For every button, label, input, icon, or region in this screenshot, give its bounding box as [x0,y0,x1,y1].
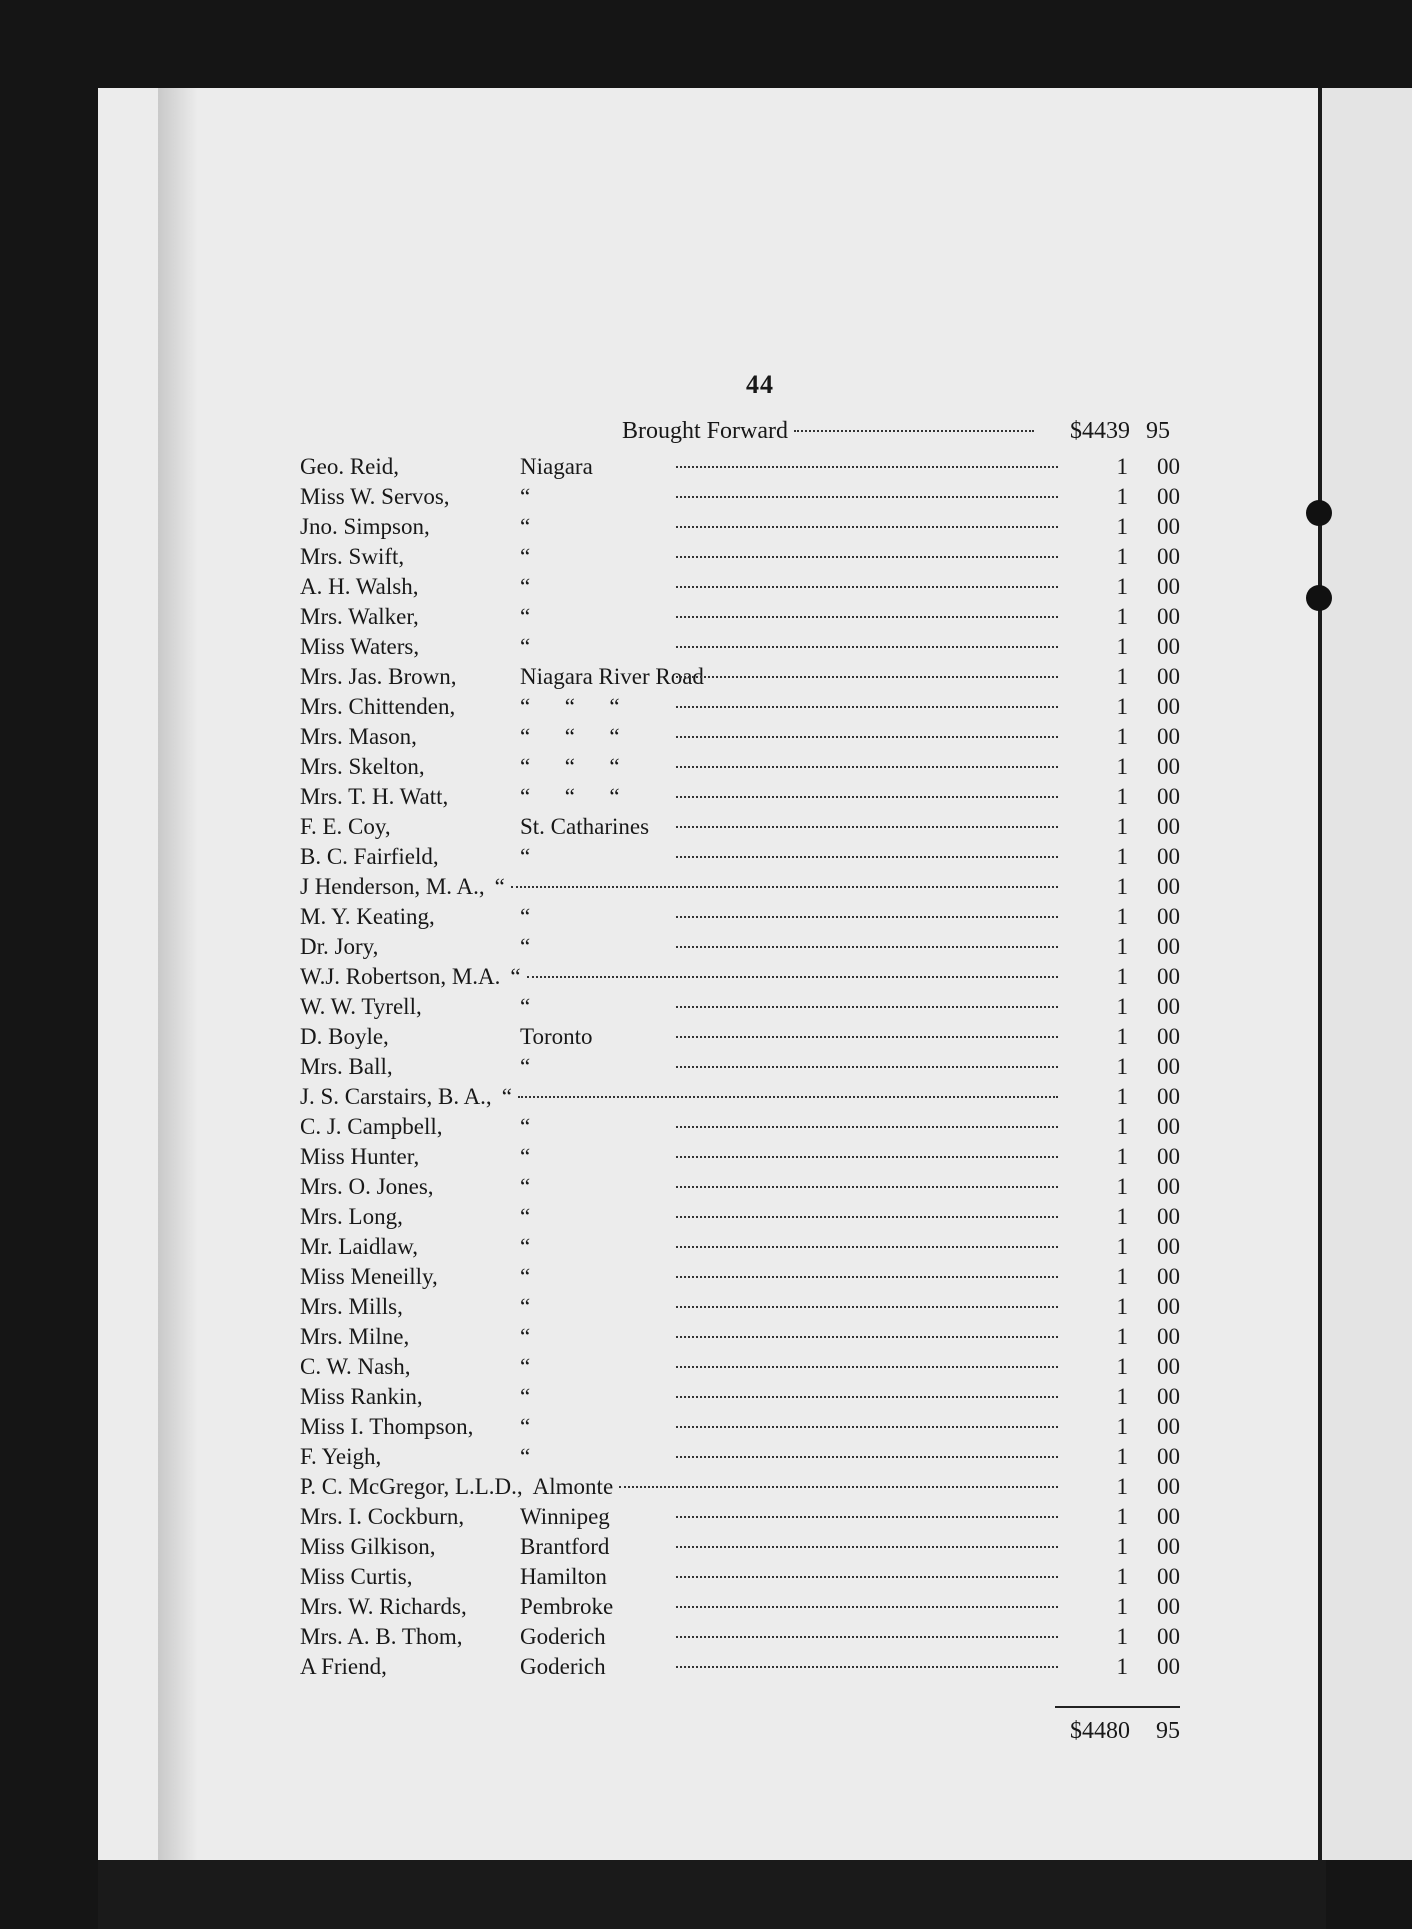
amount-dollars: 1 [1116,1114,1128,1139]
amount-dollars: 1 [1116,1534,1128,1559]
amount-dollars: 1 [1116,664,1128,689]
amount-cents: 00 [1157,604,1180,629]
donor-name: Mrs. W. Richards, [300,1594,467,1619]
amount-dollars: 1 [1116,1504,1128,1529]
amount-cents: 00 [1157,1204,1180,1229]
dot-leader [676,1306,1058,1308]
brought-forward-label: Brought Forward [622,418,788,444]
donor-place: “ [520,1234,531,1259]
amount-cents: 00 [1157,1114,1180,1139]
list-item [300,604,1180,634]
list-item [300,1174,1180,1204]
list-item [300,754,1180,784]
donor-place: “ [520,1264,531,1289]
list-item [300,544,1180,574]
amount-dollars: 1 [1116,904,1128,929]
amount-dollars: 1 [1116,604,1128,629]
dot-leader [676,1006,1058,1008]
dot-leader [676,1276,1058,1278]
list-item [300,1444,1180,1474]
total-cents: 95 [1156,1718,1180,1744]
list-item [300,1474,1180,1504]
donor-place: Winnipeg [520,1504,610,1529]
list-item [300,814,1180,844]
donor-place: “ [520,1114,531,1139]
amount-cents: 00 [1157,1474,1180,1499]
list-item [300,1624,1180,1654]
amount-dollars: 1 [1116,1354,1128,1379]
donor-place: “ “ “ [520,784,620,809]
list-item [300,664,1180,694]
donor-place: “ [520,1144,531,1169]
list-item [300,1294,1180,1324]
list-item [300,1414,1180,1444]
dot-leader [676,1546,1058,1548]
list-item [300,1114,1180,1144]
amount-cents: 00 [1157,1594,1180,1619]
list-item [300,874,1180,904]
list-item [300,634,1180,664]
donor-name: Miss W. Servos, [300,484,450,509]
dot-leader [676,1126,1058,1128]
donor-place: “ [520,514,531,539]
donor-place: “ “ “ [520,694,620,719]
donor-name: Mr. Laidlaw, [300,1234,418,1259]
dot-leader [676,1636,1058,1638]
amount-dollars: 1 [1116,1294,1128,1319]
donor-name: Mrs. A. B. Thom, [300,1624,463,1649]
donor-name: M. Y. Keating, [300,904,435,929]
list-item [300,574,1180,604]
amount-cents: 00 [1157,1144,1180,1169]
dot-leader [676,1516,1058,1518]
amount-cents: 00 [1157,964,1180,989]
amount-cents: 00 [1157,1414,1180,1439]
amount-cents: 00 [1157,1234,1180,1259]
gutter-shadow [158,88,198,1860]
donor-name: Mrs. Chittenden, [300,694,456,719]
donor-name: Miss Meneilly, [300,1264,438,1289]
dot-leader [676,1396,1058,1398]
amount-dollars: 1 [1116,1414,1128,1439]
list-item [300,1324,1180,1354]
binding-clasp-icon [1306,585,1332,611]
donor-name: Mrs. Milne, [300,1324,410,1349]
amount-cents: 00 [1157,1024,1180,1049]
donor-name: F. E. Coy, [300,814,391,839]
amount-dollars: 1 [1116,1084,1128,1109]
donor-name: F. Yeigh, [300,1444,382,1469]
list-item [300,1354,1180,1384]
donor-place: Niagara River Road [520,664,704,689]
donor-name: Mrs. Mills, [300,1294,403,1319]
donor-place: “ [510,964,521,989]
amount-dollars: 1 [1116,1174,1128,1199]
dot-leader [676,586,1058,588]
donor-name: W. W. Tyrell, [300,994,422,1019]
amount-dollars: 1 [1116,724,1128,749]
dot-leader [676,1576,1058,1578]
list-item [300,1204,1180,1234]
donor-place: “ [520,1324,531,1349]
donor-place: “ [494,874,505,899]
amount-dollars: 1 [1116,1054,1128,1079]
dot-leader [676,1426,1058,1428]
donor-name: Mrs. Mason, [300,724,417,749]
dot-leader [676,1216,1058,1218]
list-item [300,1564,1180,1594]
dot-leader [676,1606,1058,1608]
dot-leader [676,826,1058,828]
amount-cents: 00 [1157,514,1180,539]
amount-cents: 00 [1157,1084,1180,1109]
amount-cents: 00 [1157,1324,1180,1349]
dot-leader [676,496,1058,498]
list-item [300,724,1180,754]
list-item [300,1654,1180,1684]
amount-dollars: 1 [1116,484,1128,509]
donor-name: B. C. Fairfield, [300,844,439,869]
amount-cents: 00 [1157,1444,1180,1469]
amount-cents: 00 [1157,994,1180,1019]
dot-leader [619,1486,1058,1488]
list-item [300,1504,1180,1534]
amount-dollars: 1 [1116,1144,1128,1169]
list-item [300,904,1180,934]
total-row [1000,1718,1180,1745]
amount-cents: 00 [1157,1174,1180,1199]
donor-name: Miss I. Thompson, [300,1414,474,1439]
donor-name: D. Boyle, [300,1024,389,1049]
donor-place: “ [520,1354,531,1379]
amount-dollars: 1 [1116,1324,1128,1349]
donor-name: Jno. Simpson, [300,514,430,539]
amount-cents: 00 [1157,1534,1180,1559]
dot-leader [676,1156,1058,1158]
amount-dollars: 1 [1116,814,1128,839]
dot-leader [676,676,1058,678]
dot-leader [676,1666,1058,1668]
dot-leader [676,1246,1058,1248]
donor-place: Niagara [520,454,593,479]
total-dollars: $4480 [1070,1718,1130,1744]
amount-cents: 00 [1157,544,1180,569]
amount-cents: 00 [1157,454,1180,479]
list-item [300,994,1180,1024]
donor-name: Miss Curtis, [300,1564,413,1589]
donor-name: Miss Gilkison, [300,1534,436,1559]
amount-dollars: 1 [1116,1204,1128,1229]
dot-leader [676,556,1058,558]
dot-leader [527,976,1058,978]
amount-cents: 00 [1157,484,1180,509]
donor-name: Miss Waters, [300,634,420,659]
donor-name: C. W. Nash, [300,1354,411,1379]
donor-name: Mrs. Walker, [300,604,419,629]
amount-cents: 00 [1157,694,1180,719]
amount-cents: 00 [1157,814,1180,839]
amount-dollars: 1 [1116,1384,1128,1409]
donor-place: Hamilton [520,1564,607,1589]
donor-place: Goderich [520,1654,606,1679]
dot-leader [676,1336,1058,1338]
dot-leader [676,766,1058,768]
donor-place: “ [520,1174,531,1199]
donor-place: “ [520,994,531,1019]
donor-place: Brantford [520,1534,610,1559]
dot-leader [676,1066,1058,1068]
dot-leader [676,916,1058,918]
donor-name: Dr. Jory, [300,934,379,959]
donor-name: Mrs. Jas. Brown, [300,664,457,689]
donor-name: Mrs. Swift, [300,544,405,569]
donor-name: P. C. McGregor, L.L.D., [300,1474,523,1499]
donor-place: “ [520,1054,531,1079]
amount-dollars: 1 [1116,1594,1128,1619]
dot-leader [676,1456,1058,1458]
donor-name: Mrs. Long, [300,1204,403,1229]
amount-dollars: 1 [1116,784,1128,809]
scan-background [98,1860,1326,1929]
donor-name: Mrs. T. H. Watt, [300,784,449,809]
binding-clasp-icon [1306,500,1332,526]
dot-leader [676,1366,1058,1368]
donor-place: Goderich [520,1624,606,1649]
list-item [300,1594,1180,1624]
amount-dollars: 1 [1116,1654,1128,1679]
brought-forward-row [300,418,1170,448]
amount-cents: 00 [1157,904,1180,929]
list-item [300,934,1180,964]
brought-forward-cents: 95 [1146,418,1170,444]
list-item [300,454,1180,484]
donor-place: “ [520,1204,531,1229]
donor-place: “ [520,484,531,509]
amount-dollars: 1 [1116,964,1128,989]
amount-dollars: 1 [1116,694,1128,719]
amount-dollars: 1 [1116,1234,1128,1259]
donor-place: “ [520,1414,531,1439]
donor-name: A. H. Walsh, [300,574,419,599]
donor-name: Mrs. O. Jones, [300,1174,434,1199]
amount-cents: 00 [1157,1354,1180,1379]
dot-leader [794,430,1034,432]
donor-place: Pembroke [520,1594,614,1619]
donor-place: Almonte [532,1474,614,1499]
list-item [300,694,1180,724]
dot-leader [676,946,1058,948]
amount-dollars: 1 [1116,1624,1128,1649]
dot-leader [676,646,1058,648]
amount-dollars: 1 [1116,754,1128,779]
dot-leader [676,796,1058,798]
dot-leader [676,706,1058,708]
list-item [300,1084,1180,1114]
donor-place: “ [520,574,531,599]
amount-dollars: 1 [1116,574,1128,599]
amount-dollars: 1 [1116,1474,1128,1499]
amount-dollars: 1 [1116,1564,1128,1589]
amount-dollars: 1 [1116,844,1128,869]
amount-cents: 00 [1157,784,1180,809]
amount-cents: 00 [1157,1294,1180,1319]
donor-name: W.J. Robertson, M.A. [300,964,501,989]
dot-leader [676,736,1058,738]
amount-cents: 00 [1157,1654,1180,1679]
donor-place: “ [520,904,531,929]
donor-place: “ [520,1444,531,1469]
donor-place: St. Catharines [520,814,650,839]
donor-name: Miss Rankin, [300,1384,423,1409]
donor-place: “ “ “ [520,754,620,779]
list-item [300,964,1180,994]
list-item [300,1534,1180,1564]
amount-cents: 00 [1157,934,1180,959]
amount-cents: 00 [1157,664,1180,689]
entry-list [300,454,1180,1684]
amount-dollars: 1 [1116,1264,1128,1289]
amount-cents: 00 [1157,1564,1180,1589]
list-item [300,1054,1180,1084]
page-number: 44 [746,370,774,399]
amount-dollars: 1 [1116,1444,1128,1469]
amount-dollars: 1 [1116,544,1128,569]
facing-page-edge [1318,88,1412,1860]
list-item [300,1144,1180,1174]
amount-cents: 00 [1157,1054,1180,1079]
donor-place: “ [520,1294,531,1319]
amount-dollars: 1 [1116,1024,1128,1049]
donor-place: “ [520,934,531,959]
dot-leader [676,1036,1058,1038]
list-item [300,1384,1180,1414]
amount-cents: 00 [1157,1504,1180,1529]
donor-place: “ [520,634,531,659]
list-item [300,1024,1180,1054]
donor-place: “ [501,1084,512,1109]
donor-place: “ [520,544,531,569]
amount-cents: 00 [1157,754,1180,779]
list-item [300,844,1180,874]
amount-dollars: 1 [1116,634,1128,659]
donor-place: “ [520,1384,531,1409]
amount-dollars: 1 [1116,514,1128,539]
amount-cents: 00 [1157,574,1180,599]
dot-leader [676,466,1058,468]
list-item [300,514,1180,544]
donor-name: J. S. Carstairs, B. A., [300,1084,492,1109]
donor-name: C. J. Campbell, [300,1114,443,1139]
amount-cents: 00 [1157,874,1180,899]
amount-cents: 00 [1157,1264,1180,1289]
donor-place: Toronto [520,1024,593,1049]
amount-cents: 00 [1157,634,1180,659]
brought-forward-dollars: $4439 [1070,418,1130,444]
amount-dollars: 1 [1116,874,1128,899]
donor-name: Mrs. I. Cockburn, [300,1504,465,1529]
dot-leader [511,886,1058,888]
amount-cents: 00 [1157,844,1180,869]
list-item [300,484,1180,514]
donor-name: Miss Hunter, [300,1144,420,1169]
amount-cents: 00 [1157,1624,1180,1649]
amount-cents: 00 [1157,1384,1180,1409]
donor-place: “ [520,604,531,629]
donor-name: Mrs. Skelton, [300,754,425,779]
list-item [300,1234,1180,1264]
amount-dollars: 1 [1116,934,1128,959]
amount-cents: 00 [1157,724,1180,749]
donor-name: Geo. Reid, [300,454,400,479]
total-rule [1055,1706,1180,1708]
dot-leader [676,856,1058,858]
donor-name: Mrs. Ball, [300,1054,393,1079]
dot-leader [676,1186,1058,1188]
donor-name: A Friend, [300,1654,387,1679]
dot-leader [676,616,1058,618]
amount-dollars: 1 [1116,454,1128,479]
amount-dollars: 1 [1116,994,1128,1019]
dot-leader [676,526,1058,528]
donor-place: “ [520,844,531,869]
dot-leader [518,1096,1058,1098]
donor-name: J Henderson, M. A., [300,874,485,899]
list-item [300,1264,1180,1294]
donor-place: “ “ “ [520,724,620,749]
list-item [300,784,1180,814]
